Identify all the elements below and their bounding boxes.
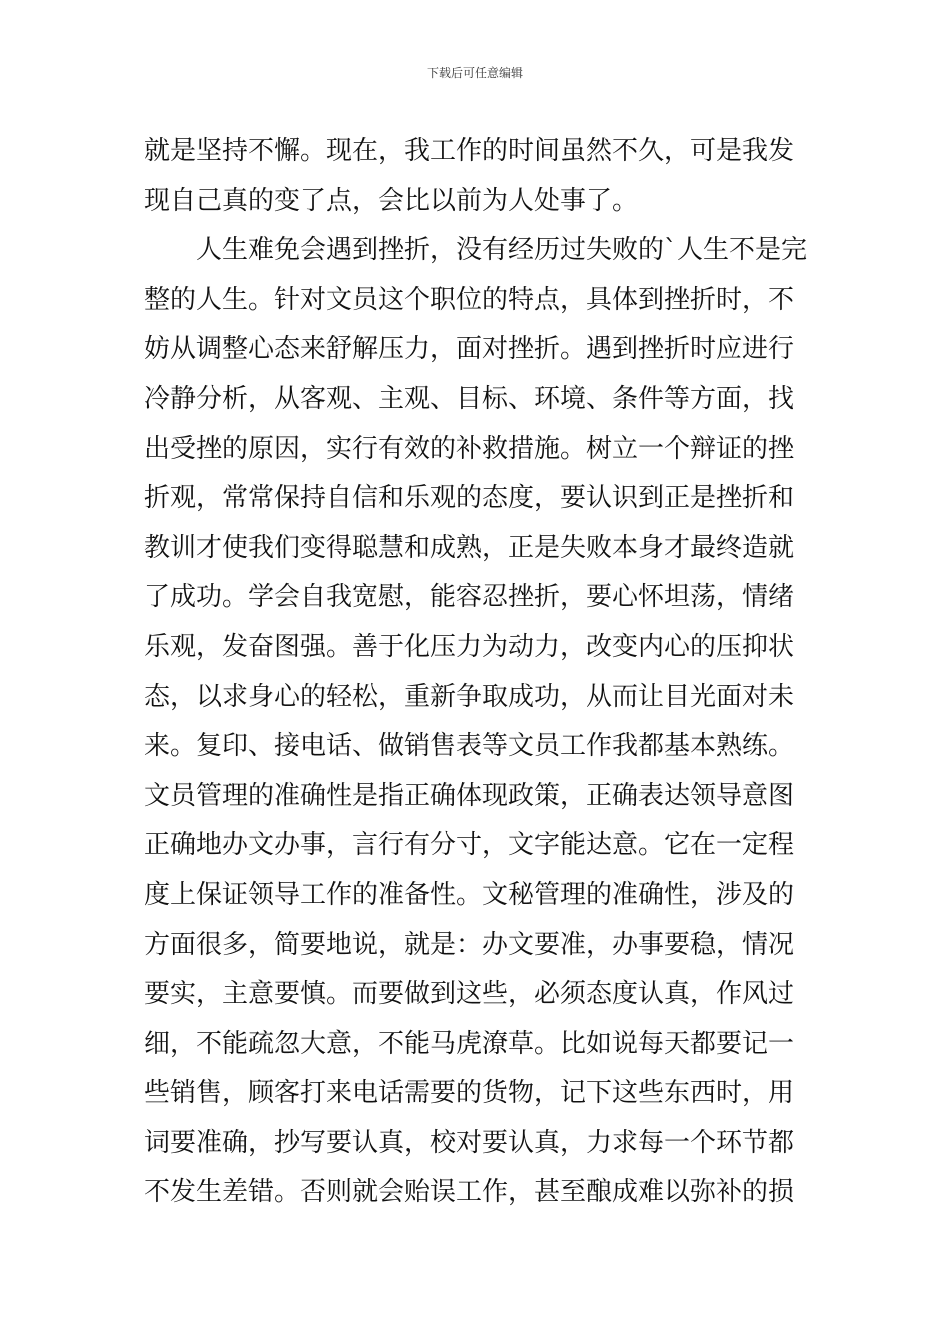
text-line: 人生难免会遇到挫折，没有经历过失败的`人生不是完	[144, 235, 808, 266]
text-line: 出受挫的原因，实行有效的补救措施。树立一个辩证的挫	[144, 433, 795, 464]
text-line: 就是坚持不懈。现在，我工作的时间虽然不久，可是我发	[144, 136, 795, 166]
text-line: 态，以求身心的轻松，重新争取成功，从而让目光面对未	[144, 681, 795, 712]
text-line: 现自己真的变了点，会比以前为人处事了。	[144, 185, 639, 216]
text-line: 冷静分析，从客观、主观、目标、环境、条件等方面，找	[144, 383, 795, 414]
page-header: 下载后可任意编辑	[426, 66, 523, 80]
text-line: 教训才使我们变得聪慧和成熟，正是失败本身才最终造就	[144, 532, 795, 563]
text-line: 来。复印、接电话、做销售表等文员工作我都基本熟练。	[144, 731, 795, 762]
text-line: 折观，常常保持自信和乐观的态度，要认识到正是挫折和	[144, 483, 795, 514]
text-line: 乐观，发奋图强。善于化压力为动力，改变内心的压抑状	[144, 631, 795, 662]
text-line: 文员管理的准确性是指正确体现政策，正确表达领导意图	[144, 780, 795, 811]
text-line: 要实，主意要慎。而要做到这些，必须态度认真，作风过	[144, 979, 795, 1010]
text-line: 方面很多，简要地说，就是：办文要准，办事要稳，情况	[144, 929, 795, 960]
text-line: 妨从调整心态来舒解压力，面对挫折。遇到挫折时应进行	[144, 334, 795, 365]
text-line: 细，不能疏忽大意，不能马虎潦草。比如说每天都要记一	[144, 1028, 795, 1059]
text-line: 度上保证领导工作的准备性。文秘管理的准确性，涉及的	[144, 879, 795, 910]
text-line: 正确地办文办事，言行有分寸，文字能达意。它在一定程	[144, 830, 795, 861]
document-body	[144, 127, 808, 1218]
text-line: 整的人生。针对文员这个职位的特点，具体到挫折时，不	[144, 284, 795, 315]
text-line: 了成功。学会自我宽慰，能容忍挫折，要心怀坦荡，情绪	[144, 582, 795, 613]
text-line: 不发生差错。否则就会贻误工作，甚至酿成难以弥补的损	[144, 1177, 795, 1208]
text-line: 些销售，顾客打来电话需要的货物，记下这些东西时，用	[144, 1078, 795, 1109]
text-line: 词要准确，抄写要认真，校对要认真，力求每一个环节都	[144, 1127, 795, 1158]
